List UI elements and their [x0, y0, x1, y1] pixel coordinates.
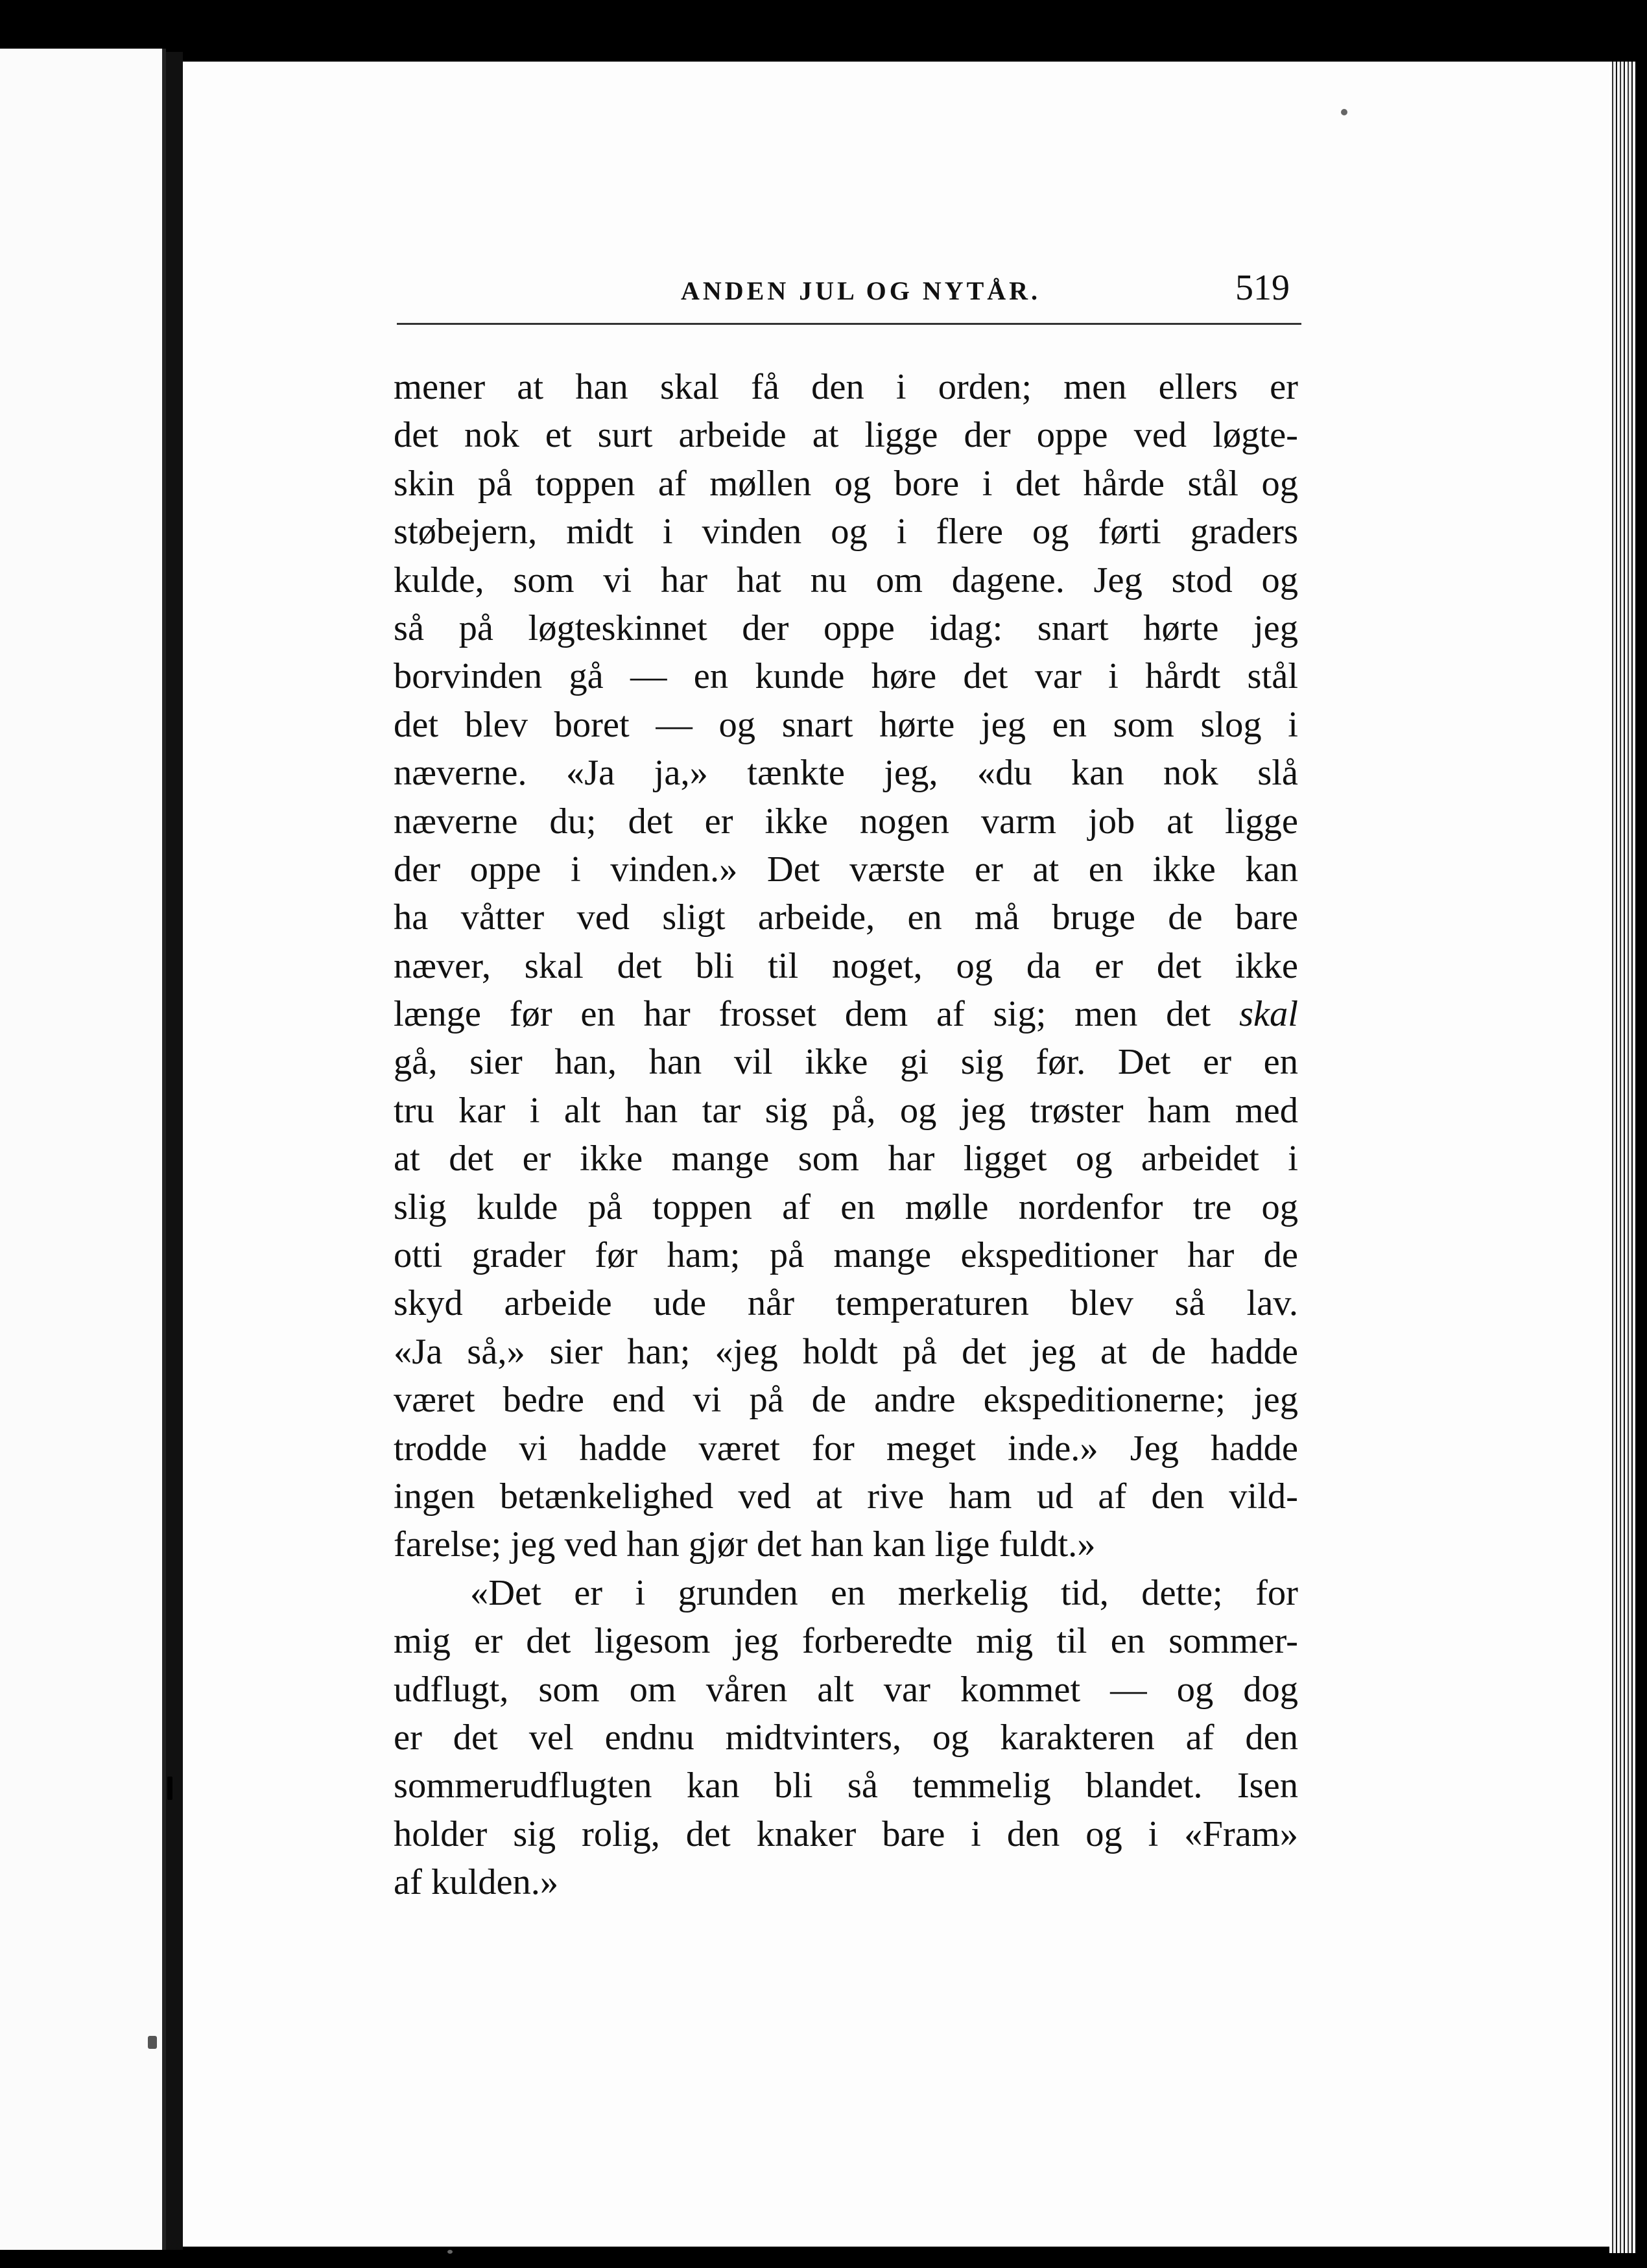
text-line: det blev boret — og snart hørte jeg en som slog i — [394, 704, 1298, 745]
body-text — [394, 363, 1298, 1907]
text-line: slig kulde på toppen af en mølle nordenfor tre og — [394, 1187, 1298, 1227]
text-line: det nok et surt arbeide at ligge der oppe ved løgte- — [394, 415, 1298, 456]
text-line: skyd arbeide ude når temperaturen blev så lav. — [394, 1283, 1298, 1324]
text-line: mener at han skal få den i orden; men ellers er — [394, 367, 1298, 407]
text-line: tru kar i alt han tar sig på, og jeg trøster ham med — [394, 1090, 1298, 1131]
text-line: næverne. «Ja ja,» tænkte jeg, «du kan nok slå — [394, 753, 1298, 794]
text-line: der oppe i vinden.» Det værste er at en ikke kan — [394, 849, 1298, 890]
text-line: sommerudflugten kan bli så temmelig blandet. Isen — [394, 1766, 1298, 1806]
page-number: 519 — [1235, 268, 1290, 308]
paragraph-end-line: af kulden.» — [394, 1862, 559, 1903]
page-stack-edge — [1609, 62, 1635, 2253]
paragraph-start-line: «Det er i grunden en merkelig tid, dette; for — [470, 1572, 1298, 1613]
text-line: gå, sier han, han vil ikke gi sig før. Det er en — [394, 1042, 1298, 1083]
text-line: at det er ikke mange som har ligget og arbeidet i — [394, 1139, 1298, 1179]
text-line: støbejern, midt i vinden og i flere og førti graders — [394, 512, 1298, 552]
scan-speck — [447, 2250, 453, 2254]
text-line: borvinden gå — en kunde høre det var i hårdt stål — [394, 656, 1298, 697]
paragraph-end-line: farelse; jeg ved han gjør det han kan lige fuldt.» — [394, 1524, 1096, 1565]
header-rule — [397, 323, 1301, 325]
text-line: trodde vi hadde været for meget inde.» Jeg hadde — [394, 1428, 1298, 1469]
text-line: ha våtter ved sligt arbeide, en må bruge de bare — [394, 897, 1298, 938]
italic-word: skal — [1238, 994, 1298, 1035]
text-line: holder sig rolig, det knaker bare i den og i «Fram» — [394, 1813, 1298, 1854]
text-line-with-italic — [394, 990, 1298, 1038]
scan-speck — [1341, 109, 1347, 115]
text-line: er det vel endnu midtvinters, og karakteren af den — [394, 1717, 1298, 1758]
scan-speck — [167, 1777, 172, 1800]
text-line: udflugt, som om våren alt var kommet — og dog — [394, 1669, 1298, 1710]
text-line: så på løgteskinnet der oppe idag: snart hørte jeg — [394, 608, 1298, 648]
text-line-part: længe før en har frosset dem af sig; men det — [394, 994, 1211, 1035]
facing-page-edge — [0, 49, 166, 2250]
text-line: ingen betænkelighed ved at rive ham ud af den vild- — [394, 1476, 1298, 1517]
scan-speck — [148, 2036, 157, 2049]
text-line: kulde, som vi har hat nu om dagene. Jeg stod og — [394, 560, 1298, 600]
running-header: ANDEN JUL OG NYTÅR. — [681, 276, 1041, 305]
book-gutter — [166, 52, 183, 2250]
text-line: «Ja så,» sier han; «jeg holdt på det jeg at de hadde — [394, 1331, 1298, 1372]
text-line: været bedre end vi på de andre ekspeditionerne; jeg — [394, 1380, 1298, 1421]
text-line: næver, skal det bli til noget, og da er det ikke — [394, 945, 1298, 986]
text-line: otti grader før ham; på mange ekspeditioner har de — [394, 1235, 1298, 1276]
text-line: næverne du; det er ikke nogen varm job at ligge — [394, 801, 1298, 842]
text-line: skin på toppen af møllen og bore i det hårde stål og — [394, 463, 1298, 504]
text-line: mig er det ligesom jeg forberedte mig til en sommer- — [394, 1621, 1298, 1662]
